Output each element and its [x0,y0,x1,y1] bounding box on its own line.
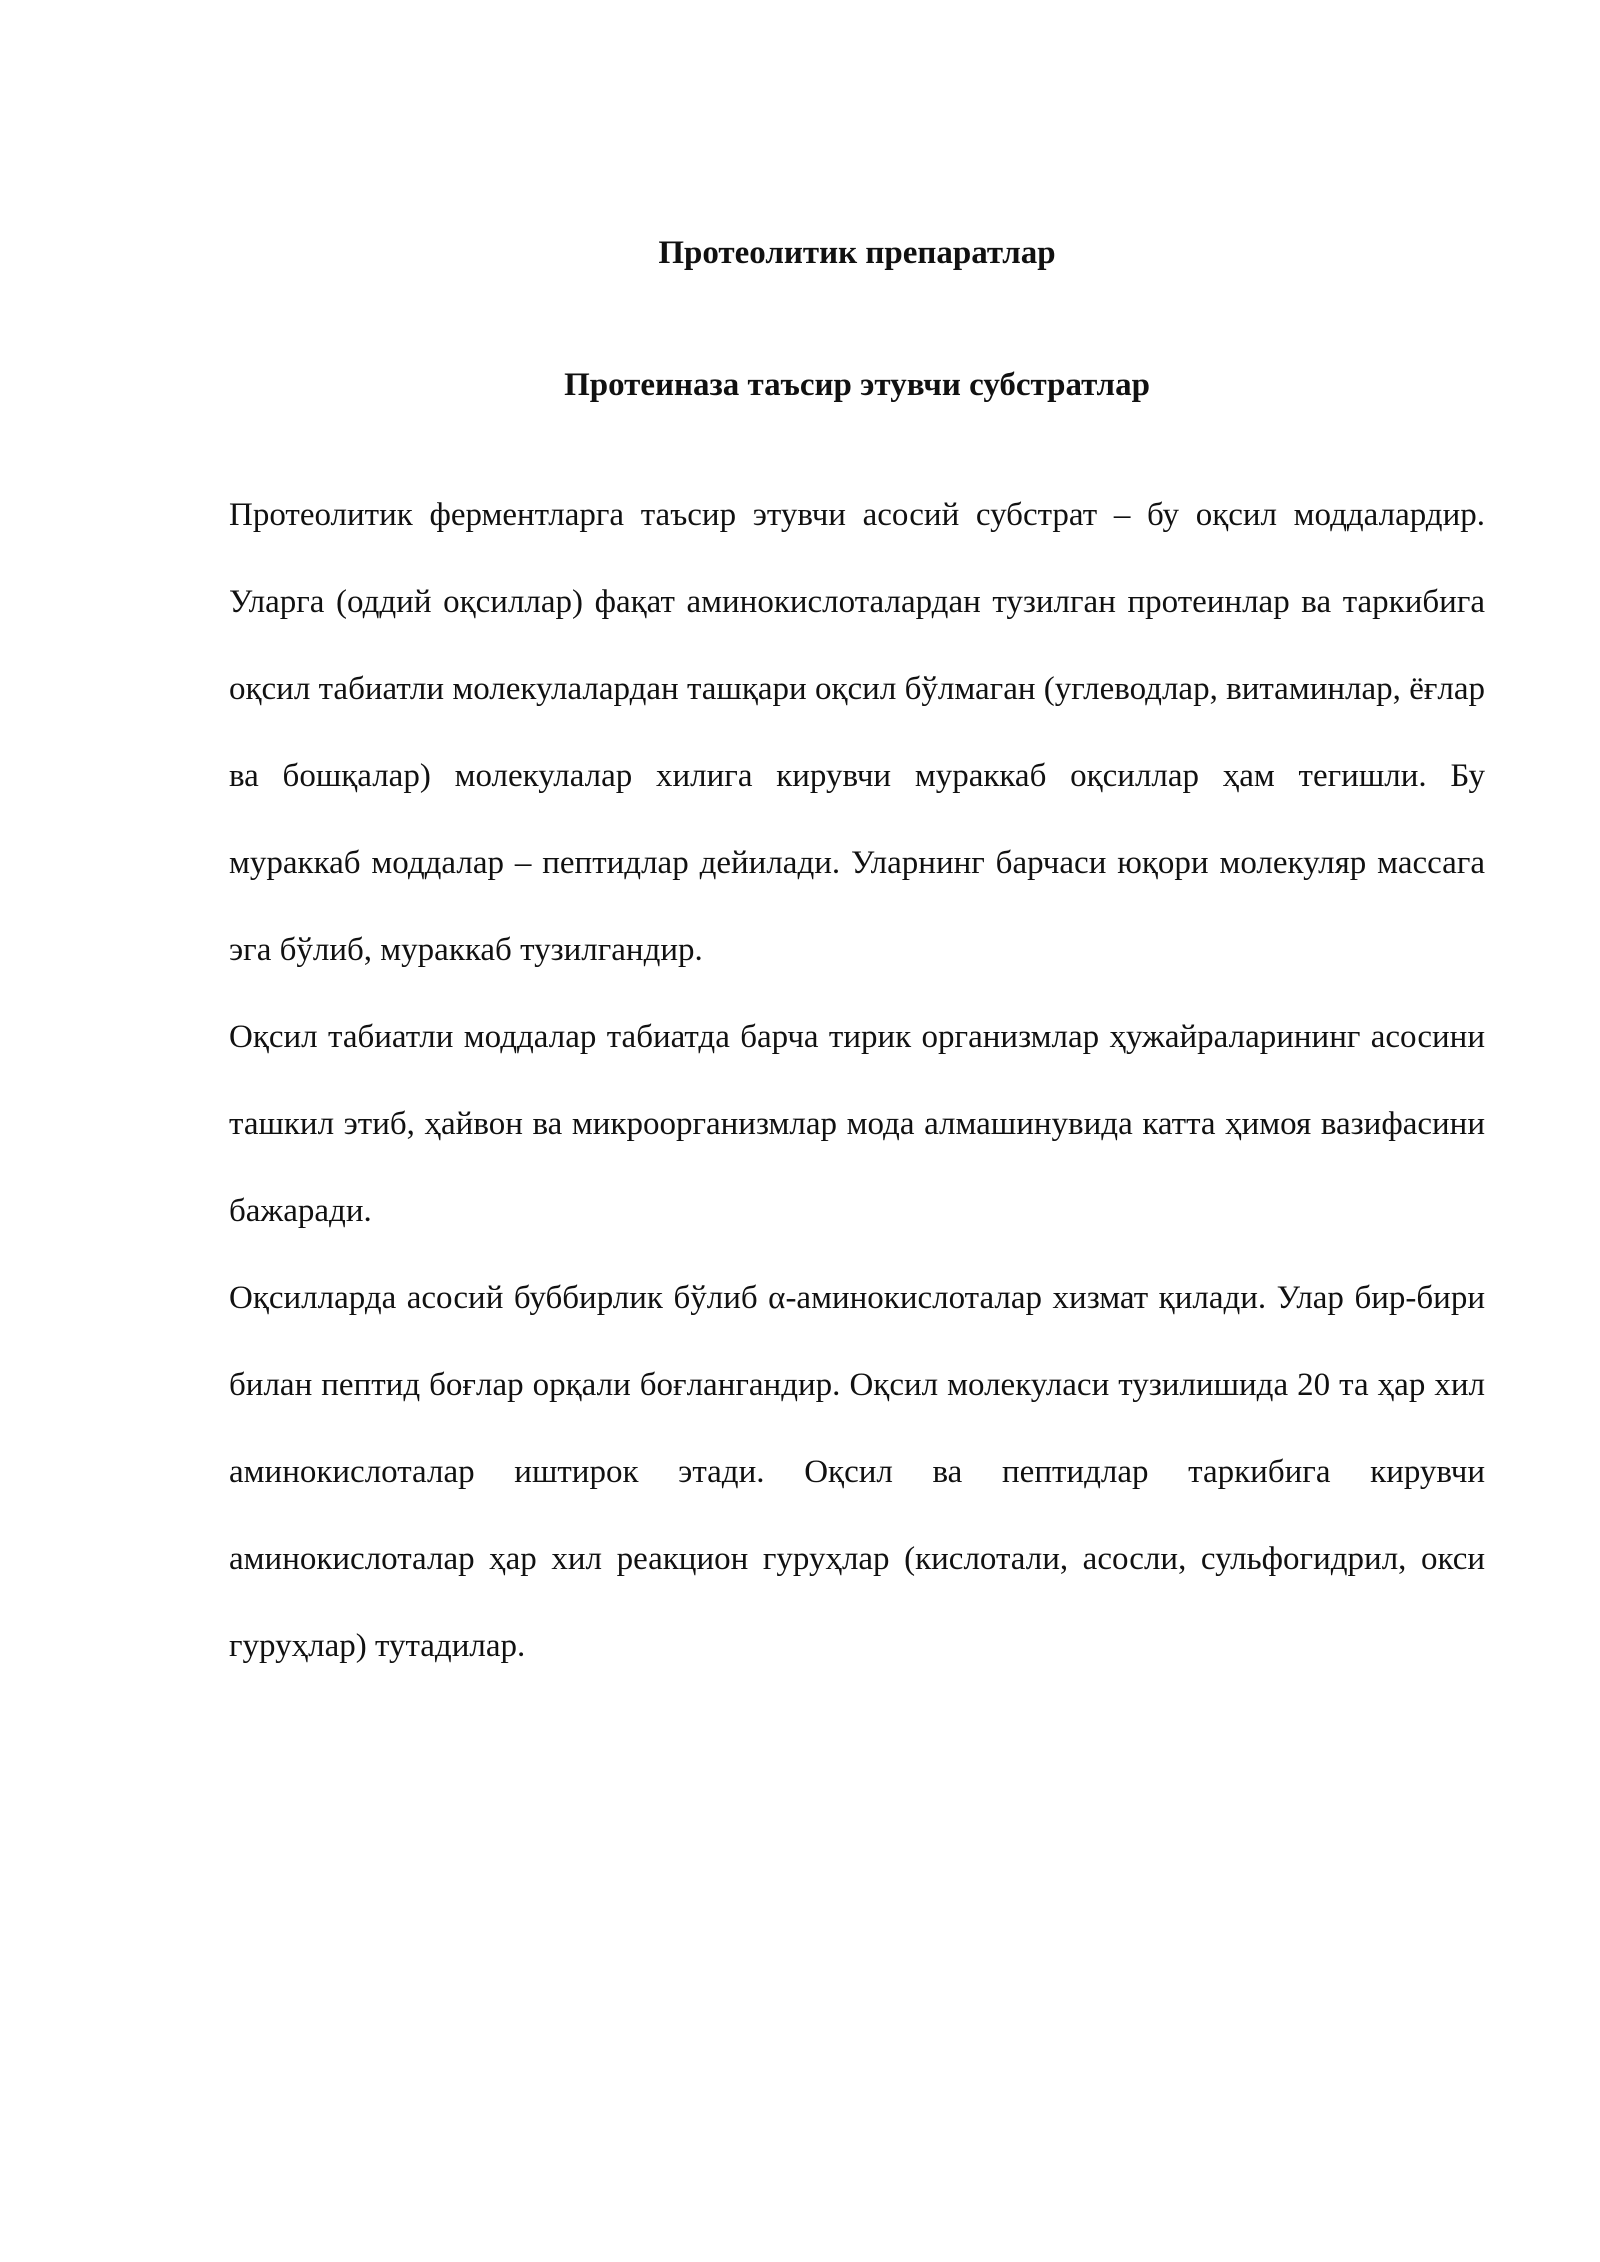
document-subtitle: Протеиназа таъсир этувчи субстратлар [564,367,1150,403]
paragraph-1: Протеолитик ферментларга таъсир этувчи асосий субстрат – бу оқсил моддалардир. Уларга (оддий оқсиллар) фақат аминокислоталардан тузилган протеинлар ва таркибига оқсил табиатли молекулалардан ташқари оқсил бўлмаган (углеводлар, витаминлар, ёғлар ва бошқалар) молекулалар хилига кирувчи мураккаб оқсиллар ҳам тегишли. Бу мураккаб моддалар – пептидлар дейилади. Уларнинг барчаси юқори молекуляр массага эга бўлиб, мураккаб тузилгандир. [229,497,1485,968]
document-content [229,222,1485,1690]
paragraph-3: Оқсилларда асосий буббирлик бўлиб α-аминокислоталар хизмат қилади. Улар бир-бири билан пептид боғлар орқали боғлангандир. Оқсил молекуласи тузилишида 20 та ҳар хил аминокислоталар иштирок этади. Оқсил ва пептидлар таркибига кирувчи аминокислоталар ҳар хил реакцион гуруҳлар (кислотали, асосли, сульфогидрил, окси гуруҳлар) тутадилар. [229,1280,1485,1664]
paragraph-2: Оқсил табиатли моддалар табиатда барча тирик организмлар ҳужайраларининг асосини ташкил этиб, ҳайвон ва микроорганизмлар мода алмашинувида катта ҳимоя вазифасини бажаради. [229,1019,1485,1229]
document-body [229,472,1485,1690]
document-title: Протеолитик препаратлар [658,235,1056,271]
